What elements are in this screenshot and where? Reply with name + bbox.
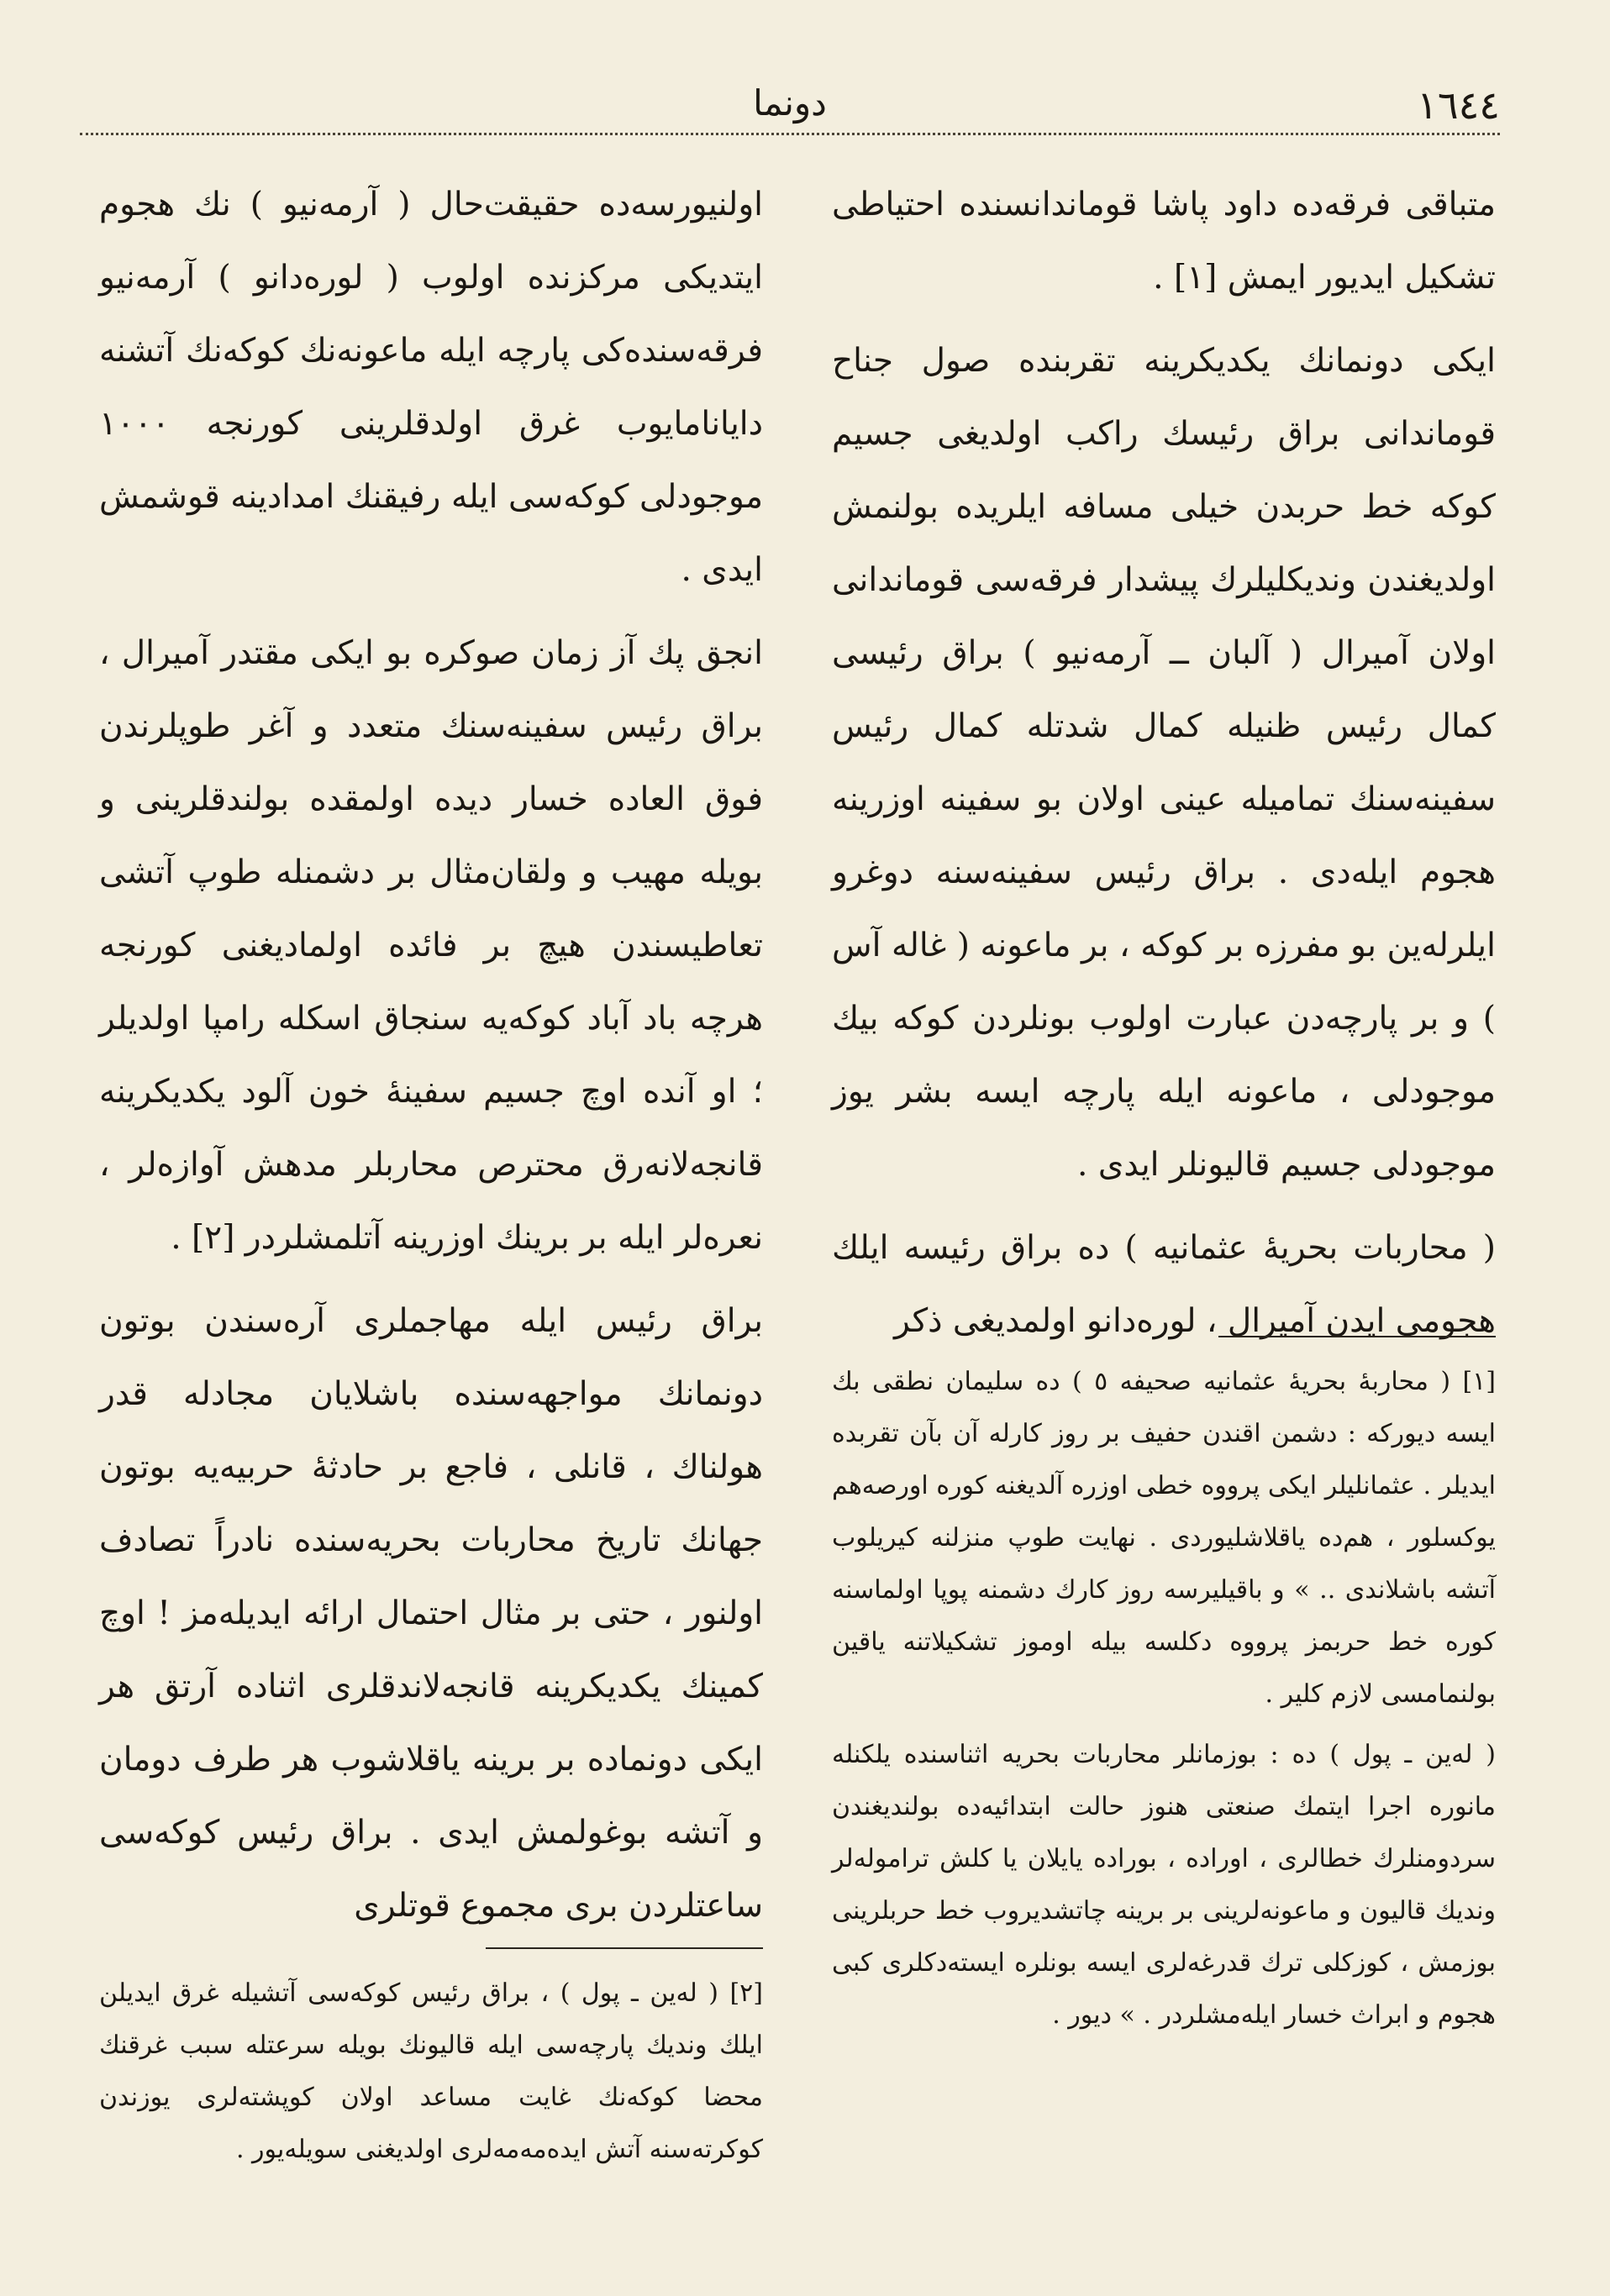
paragraph: اولنیورسه‌ده حقیقت‌حال ( آرمه‌نیو ) نك هجوم ایتدیکی مرکزنده اولوب ( لوره‌دانو ) آرمه‌نیو فرقه‌سنده‌کی پارچه ایله ماعونه‌نك کوکه‌نك آتشنه دایانامایوب غرق اولدقلرینی کورنجه ١٠٠٠ موجودلی کوکه‌سی ایله رفیقنك امدادینه قوشمش ایدی . [99, 186, 763, 589]
page-number: ١٦٤٤ [1417, 82, 1500, 128]
right-footnotes [832, 1336, 1496, 2050]
paragraph: ایکی دونمانك یکدیکرینه تقربنده صول جناح قوماندانی براق رئیسك راکب اولدیغی جسیم کوکه خط حربدن خیلی مسافه ایلریده بولنمش اولدیغندن وندیکلیلرك پیشدار فرقه‌سی قوماندانی اولان آمیرال ( آلبان ــ آرمه‌نیو ) براق رئیسی کمال رئیس ظنیله کمال شدتله کمال رئیس سفینه‌سنك تمامیله عینی اولان بو سفینه اوزرینه هجوم ایله‌دی . براق رئیس سفینه‌سنه دوغرو ایلرله‌ین بو مفرزه بر کوکه ، بر ماعونه ( غاله آس ) و بر پارچه‌دن عبارت اولوب بونلردن کوکه بیك موجودلی ، ماعونه ایله پارچه ایسه بشر یوز موجودلی جسیم قالیونلر ایدی . [832, 342, 1496, 1184]
left-text-column [99, 168, 763, 1952]
footnote-separator [486, 1947, 763, 1949]
running-title: دونما [753, 82, 827, 123]
paragraph: متباقی فرقه‌ده داود پاشا قوماندانسنده احتیاطی تشکیل ایدیور ایمش [١] . [832, 186, 1496, 297]
header-dotted-rule [80, 133, 1500, 135]
footnote: ( له‌ین ـ پول ) ده : بوزمانلر محاربات بحریه اثناسنده یلکنله مانوره اجرا ایتمك صنعتی هنوز حالت ابتدائیه‌ده بولندیغندن سردومنلرك خطالری ، اوراده ، بوراده یایلان یا کلش تراموله‌لر وندیك قالیون و ماعونه‌لرینی بر برینه چاتشدیروب خط حربلرینی بوزمش ، کوزکلی ترك قدرغه‌لری ایسه بونلره ایسته‌دکلری کبی هجوم و ابراث خسار ایله‌مشلردر . » دیور . [832, 1740, 1496, 2030]
footnote-separator [1218, 1336, 1496, 1337]
paragraph: انجق پك آز زمان صوکره بو ایکی مقتدر آمیرال ، براق رئیس سفینه‌سنك متعدد و آغر طوپلرندن فوق العاده خسار دیده اولمقده بولندقلرینی و بویله مهیب و ولقان‌مثال بر دشمنله طوپ آتشی تعاطیسندن هیچ بر فائده اولمادیغنی کورنجه هرچه باد آباد کوکه‌یه سنجاق اسکله رامپا اولدیلر ؛ او آنده اوچ جسیم سفینهٔ خون آلود یکدیکرینه قانجه‌لانه‌رق محترص محاربلر مدهش آوازه‌لر ، نعره‌لر ایله بر برینك اوزرینه آتلمشلردر [٢] . [99, 634, 763, 1257]
page-header [80, 76, 1500, 126]
footnote: [٢] ( له‌ین ـ پول ) ، براق رئیس کوکه‌سی آتشیله غرق ایدیلن ایلك وندیك پارچه‌سی ایله قالیونك بویله سرعتله سبب غرقنك محضا کوکه‌نك غایت مساعد اولان کوپشته‌لری یوزندن کوکرته‌سنه آتش ایده‌مه‌مه‌لری اولدیغنی سویله‌یور . [99, 1978, 763, 2164]
left-footnotes [99, 1947, 763, 2184]
right-text-column [832, 168, 1496, 1368]
footnote: [١] ( محاربهٔ بحریهٔ عثمانیه صحیفه ٥ ) ده سلیمان نطقی بك ایسه دیورکه : دشمن اقندن حفیف بر روز کارله آن بآن تقربده ایدیلر . عثمانلیلر ایکی پرووه خطی اوزره آلدیغنه کوره اورصه‌هم یوکسلور ، هم‌ده یاقلاشلیوردی . نهایت طوپ منزلنه کیریلوب آتشه باشلاندی .. » و باقیلیرسه روز کارك دشمنه پوپا اولماسنه کوره خط حربمز پرووه دکلسه بیله اوموز تشکیلاتنه یاقین بولنمامسی لازم کلیر . [832, 1367, 1496, 1709]
paragraph: ( محاربات بحریهٔ عثمانیه ) ده براق رئیسه ایلك هجومی ایدن آمیرال ، لوره‌دانو اولمدیغی ذکر [832, 1229, 1496, 1340]
paragraph: براق رئیس ایله مهاجملری آره‌سندن بوتون دونمانك مواجهه‌سنده باشلایان مجادله قدر هولناك ، قانلی ، فاجع بر حادثهٔ حربیه‌یه بوتون جهانك تاریخ محاربات بحریه‌سنده نادراً تصادف اولنور ، حتی بر مثال احتمال ارائه ایدیله‌مز ! اوچ کمینك یکدیکرینه قانجه‌لاندقلری اثناده آرتق هر ایکی دونماده بر برینه یاقلاشوب هر طرف دومان و آتشه بوغولمش ایدی . براق رئیس کوکه‌سی ساعتلردن بری مجموع قوتلری [99, 1302, 763, 1925]
